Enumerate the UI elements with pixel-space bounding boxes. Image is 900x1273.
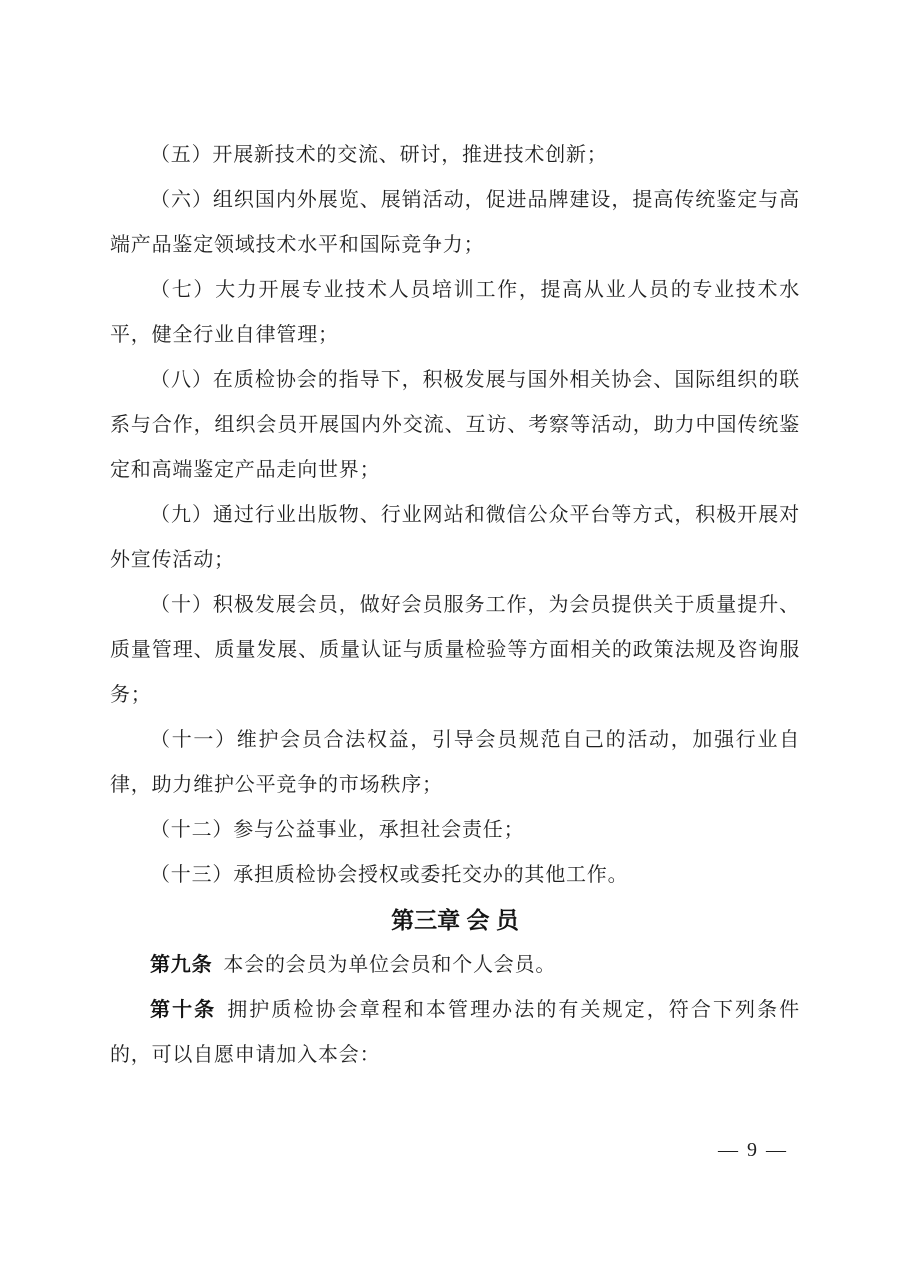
- clause-item-7: （七）大力开展专业技术人员培训工作，提高从业人员的专业技术水平，健全行业自律管理；: [110, 279, 800, 346]
- article-10: [110, 988, 800, 1078]
- document-body: [110, 133, 800, 1078]
- clause-item-11: （十一）维护会员合法权益，引导会员规范自己的活动，加强行业自律，助力维护公平竞争的市场秩序；: [110, 729, 800, 796]
- article-10-text: 拥护质检协会章程和本管理办法的有关规定，符合下列条件的，可以自愿申请加入本会：: [110, 999, 800, 1066]
- article-9-label: 第九条: [150, 954, 213, 976]
- clause-item-5: （五）开展新技术的交流、研讨，推进技术创新；: [150, 144, 608, 166]
- clause-item-10: （十）积极发展会员，做好会员服务工作，为会员提供关于质量提升、质量管理、质量发展、质量认证与质量检验等方面相关的政策法规及咨询服务；: [110, 594, 800, 706]
- page-footer: [718, 1136, 788, 1164]
- clause-item-12: （十二）参与公益事业，承担社会责任；: [150, 819, 525, 841]
- clause-item-6: （六）组织国内外展览、展销活动，促进品牌建设，提高传统鉴定与高端产品鉴定领域技术水平和国际竞争力；: [110, 189, 800, 256]
- clause-item-9: （九）通过行业出版物、行业网站和微信公众平台等方式，积极开展对外宣传活动；: [110, 504, 800, 571]
- page-number: — 9 —: [718, 1139, 788, 1161]
- article-9-text: 本会的会员为单位会员和个人会员。: [223, 954, 557, 976]
- article-10-label: 第十条: [150, 999, 217, 1021]
- article-9: [110, 943, 800, 988]
- clause-item-8: （八）在质检协会的指导下，积极发展与国外相关协会、国际组织的联系与合作，组织会员开展国内外交流、互访、考察等活动，助力中国传统鉴定和高端鉴定产品走向世界；: [110, 369, 800, 481]
- chapter-heading: 第三章 会 员: [391, 907, 519, 933]
- clause-item-13: （十三）承担质检协会授权或委托交办的其他工作。: [150, 864, 629, 886]
